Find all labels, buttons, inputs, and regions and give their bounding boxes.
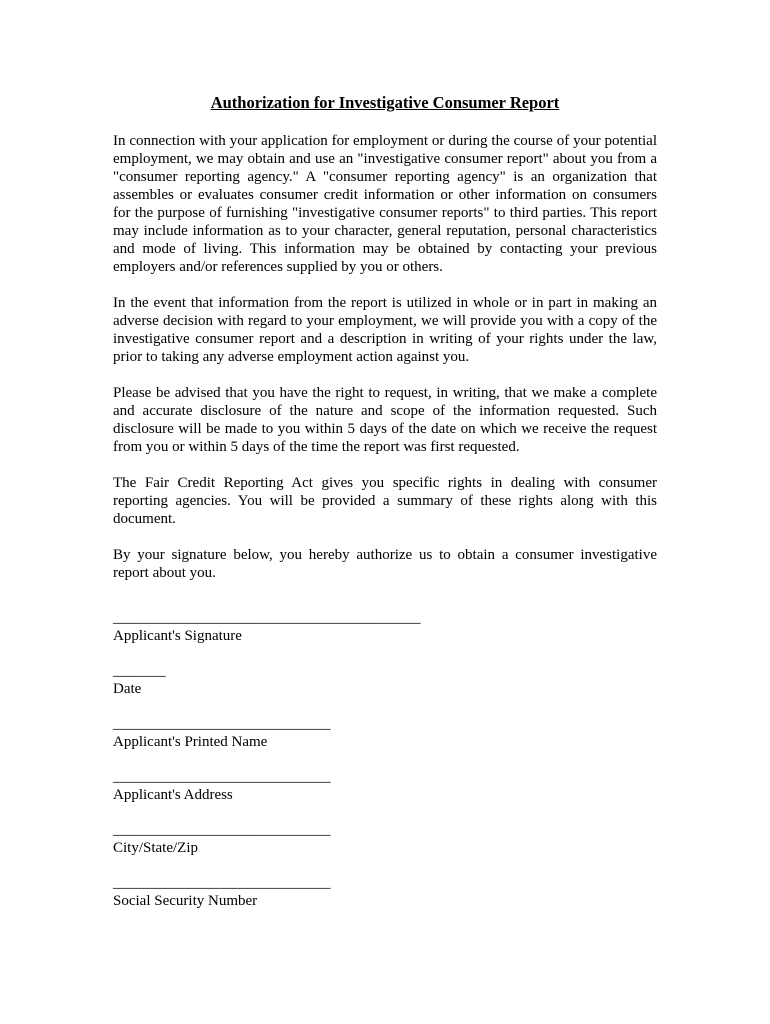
date-field xyxy=(113,662,657,698)
document-page xyxy=(113,93,657,927)
paragraph-authorization: By your signature below, you hereby authorize us to obtain a consumer investigative report about you. xyxy=(113,547,657,581)
printed-name-line[interactable]: _____________________________ xyxy=(113,716,331,732)
address-line[interactable]: _____________________________ xyxy=(113,769,331,785)
ssn-line[interactable]: _____________________________ xyxy=(113,875,331,891)
paragraph-adverse-decision: In the event that information from the report is utilized in whole or in part in making an adverse decision with regard to your employment, we will provide you with a copy of the investigative consumer report and a description in writing of your rights under the law, prior to taking any adverse employment action against you. xyxy=(113,295,657,365)
city-state-zip-line[interactable]: _____________________________ xyxy=(113,822,331,838)
document-title: Authorization for Investigative Consumer Report xyxy=(210,93,560,112)
city-state-zip-field xyxy=(113,821,657,857)
ssn-label: Social Security Number xyxy=(113,893,258,909)
paragraph-consumer-report: In connection with your application for employment or during the course of your potential employment, we may obtain and use an "investigative consumer report" about you from a "consumer reporting agency." A "consumer reporting agency" is an organization that assembles or evaluates consumer credit information or other information on consumers for the purpose of furnishing "investigative consumer reports" to third parties. This report may include information as to your character, general reputation, personal characteristics and mode of living. This information may be obtained by contacting your previous employers and/or references supplied by you or others. xyxy=(113,133,657,275)
address-field xyxy=(113,768,657,804)
address-label: Applicant's Address xyxy=(113,787,233,803)
paragraph-fcra: The Fair Credit Reporting Act gives you specific rights in dealing with consumer reporting agencies. You will be provided a summary of these rights along with this document. xyxy=(113,475,657,527)
printed-name-field xyxy=(113,715,657,751)
city-state-zip-label: City/State/Zip xyxy=(113,840,198,856)
signature-block xyxy=(113,609,657,910)
signature-line[interactable]: _________________________________________ xyxy=(113,610,421,626)
date-label: Date xyxy=(113,681,142,697)
ssn-field xyxy=(113,874,657,910)
signature-field xyxy=(113,609,657,645)
signature-label: Applicant's Signature xyxy=(113,628,242,644)
printed-name-label: Applicant's Printed Name xyxy=(113,734,268,750)
paragraph-disclosure-rights: Please be advised that you have the right to request, in writing, that we make a complete and accurate disclosure of the nature and scope of the information requested. Such disclosure will be made to you within 5 days of the date on which we receive the request from you or within 5 days of the time the report was first requested. xyxy=(113,385,657,455)
date-line[interactable]: _______ xyxy=(113,663,166,679)
